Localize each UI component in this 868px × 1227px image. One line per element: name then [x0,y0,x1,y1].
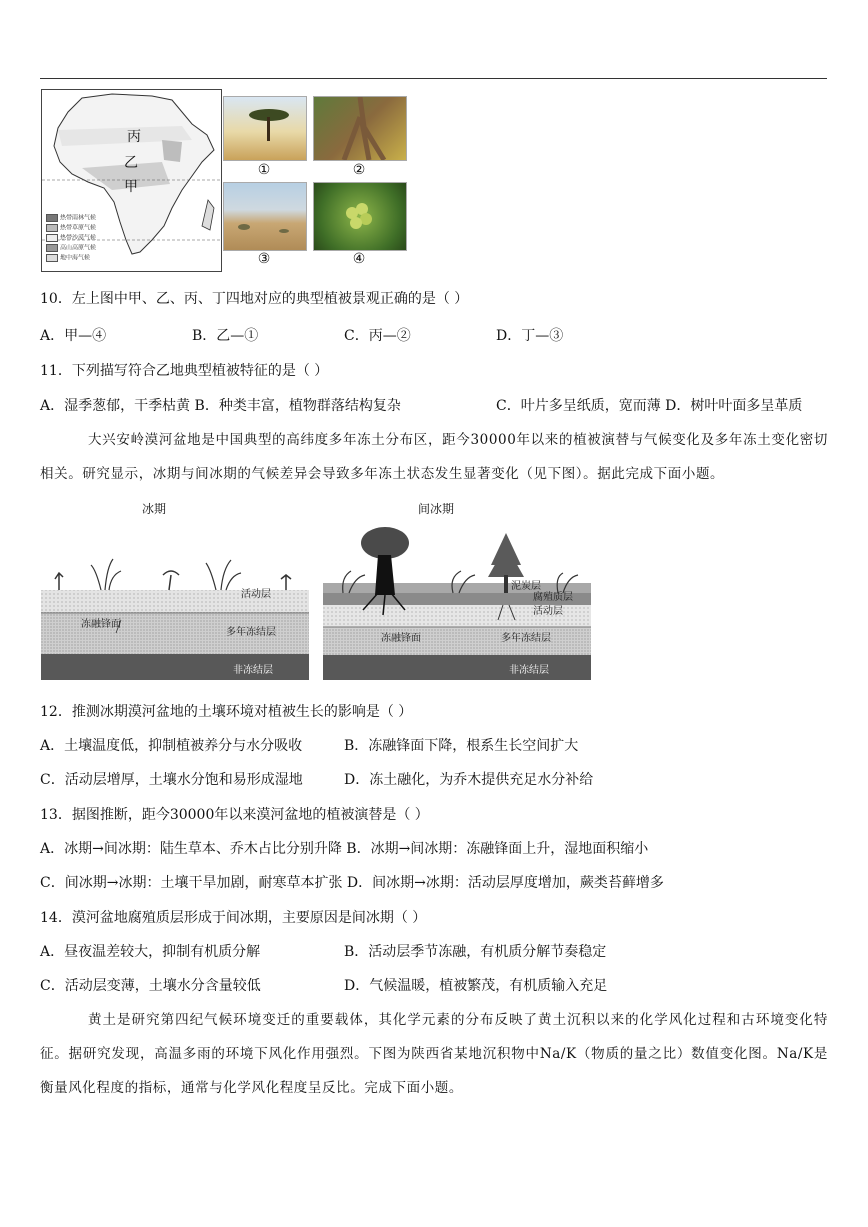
q10-option-c: C．丙—② [344,328,411,344]
glacial-label-thaw-front: 冻融锋面 [81,619,121,630]
interglacial-label-thaw-front: 冻融锋面 [381,633,421,644]
q14-option-a: A．昼夜温差较大，抑制有机质分解 [40,944,261,960]
interglacial-label-humus: 腐殖质层 [533,592,573,603]
photo-label-4: ④ [352,251,366,267]
header-rule [40,78,827,79]
map-label-jia: 甲 [124,179,138,195]
glacial-label-active-layer: 活动层 [241,589,271,600]
glacial-label-unfrozen: 非冻结层 [233,665,273,676]
legend-item: 热带雨林气候 [46,214,96,223]
legend-item: 地中海气候 [46,254,90,263]
q13-option-ab: A．冰期→间冰期：陆生草本、乔木占比分别升降 B．冰期→间冰期：冻融锋面上升，湿地面积缩小 [40,841,649,857]
photo-rainforest-roots [313,96,407,161]
q10-option-d: D．丁—③ [496,328,564,344]
glacial-label-permafrost: 多年冻结层 [226,627,276,638]
q14-option-d: D．气候温暖，植被繁茂，有机质输入充足 [344,978,608,994]
diagram-glacial-title: 冰期 [142,502,167,516]
q11-option-ab: A．湿季葱郁，干季枯黄 B．种类丰富，植物群落结构复杂 [40,398,401,414]
legend-item: 热带沙漠气候 [46,234,96,243]
q12-option-d: D．冻土融化，为乔木提供充足水分补给 [344,772,594,788]
q12-stem: 12．推测冰期漠河盆地的土壤环境对植被生长的影响是（ ） [40,704,413,720]
interglacial-label-peat: 泥炭层 [511,581,541,592]
q13-stem: 13．据图推断，距今30000年以来漠河盆地的植被演替是（ ） [40,807,429,823]
interglacial-label-active-layer: 活动层 [533,606,563,617]
q14-option-b: B．活动层季节冻融，有机质分解节奏稳定 [344,944,607,960]
q10-option-a: A．甲—④ [40,328,107,344]
q12-option-b: B．冻融锋面下降，根系生长空间扩大 [344,738,579,754]
photo-label-3: ③ [257,251,271,267]
q11-stem: 11．下列描写符合乙地典型植被特征的是（ ） [40,363,329,379]
q14-option-c: C．活动层变薄，土壤水分含量较低 [40,978,261,994]
map-label-bing: 丙 [127,129,141,145]
legend-item: 高山高原气候 [46,244,96,253]
photo-olive-fruit [313,182,407,251]
q14-stem: 14．漠河盆地腐殖质层形成于间冰期，主要原因是间冰期（ ） [40,910,427,926]
photo-desert [223,182,307,251]
tree-roots-icon [314,97,406,160]
interglacial-label-permafrost: 多年冻结层 [501,633,551,644]
diagram-glacial [41,545,309,680]
passage-permafrost: 大兴安岭漠河盆地是中国典型的高纬度多年冻土分布区，距今30000年以来的植被演替与气候变化及多年冻土变化密切相关。研究显示，冰期与间冰期的气候差异会导致多年冻土状态发生显著变化（见下图）。据此完成下面小题。 [40,432,828,482]
acacia-tree-icon [224,97,306,160]
q10-stem: 10．左上图中甲、乙、丙、丁四地对应的典型植被景观正确的是（ ） [40,291,469,307]
legend-item: 热带草原气候 [46,224,96,233]
photo-savanna [223,96,307,161]
interglacial-label-unfrozen: 非冻结层 [509,665,549,676]
q11-option-cd: C．叶片多呈纸质，宽而薄 D．树叶叶面多呈革质 [496,398,803,414]
photo-label-2: ② [352,162,366,178]
passage-loess: 黄土是研究第四纪气候环境变迁的重要载体，其化学元素的分布反映了黄土沉积以来的化学风化过程和古环境变化特征。据研究发现，高温多雨的环境下风化作用强烈。下图为陕西省某地沉积物中Na/K（物质的量之比）数值变化图。Na/K是衡量风化程度的指标，通常与化学风化程度呈反比。完成下面小题。 [40,1012,828,1096]
diagram-interglacial-title: 间冰期 [418,502,455,516]
q13-option-cd: C．间冰期→冰期：土壤干旱加剧，耐寒草本扩张 D．间冰期→冰期：活动层厚度增加，蕨类苔藓增多 [40,875,664,891]
africa-climate-map [41,89,222,272]
photo-label-1: ① [257,162,271,178]
fruit-cluster-icon [314,183,406,250]
desert-shrub-icon [224,183,306,250]
q12-option-a: A．土壤温度低，抑制植被养分与水分吸收 [40,738,303,754]
q10-option-b: B．乙—① [192,328,259,344]
diagram-interglacial [323,515,591,680]
map-label-yi: 乙 [124,155,138,171]
q12-option-c: C．活动层增厚，土壤水分饱和易形成湿地 [40,772,303,788]
glacial-soil-profile [41,545,309,680]
